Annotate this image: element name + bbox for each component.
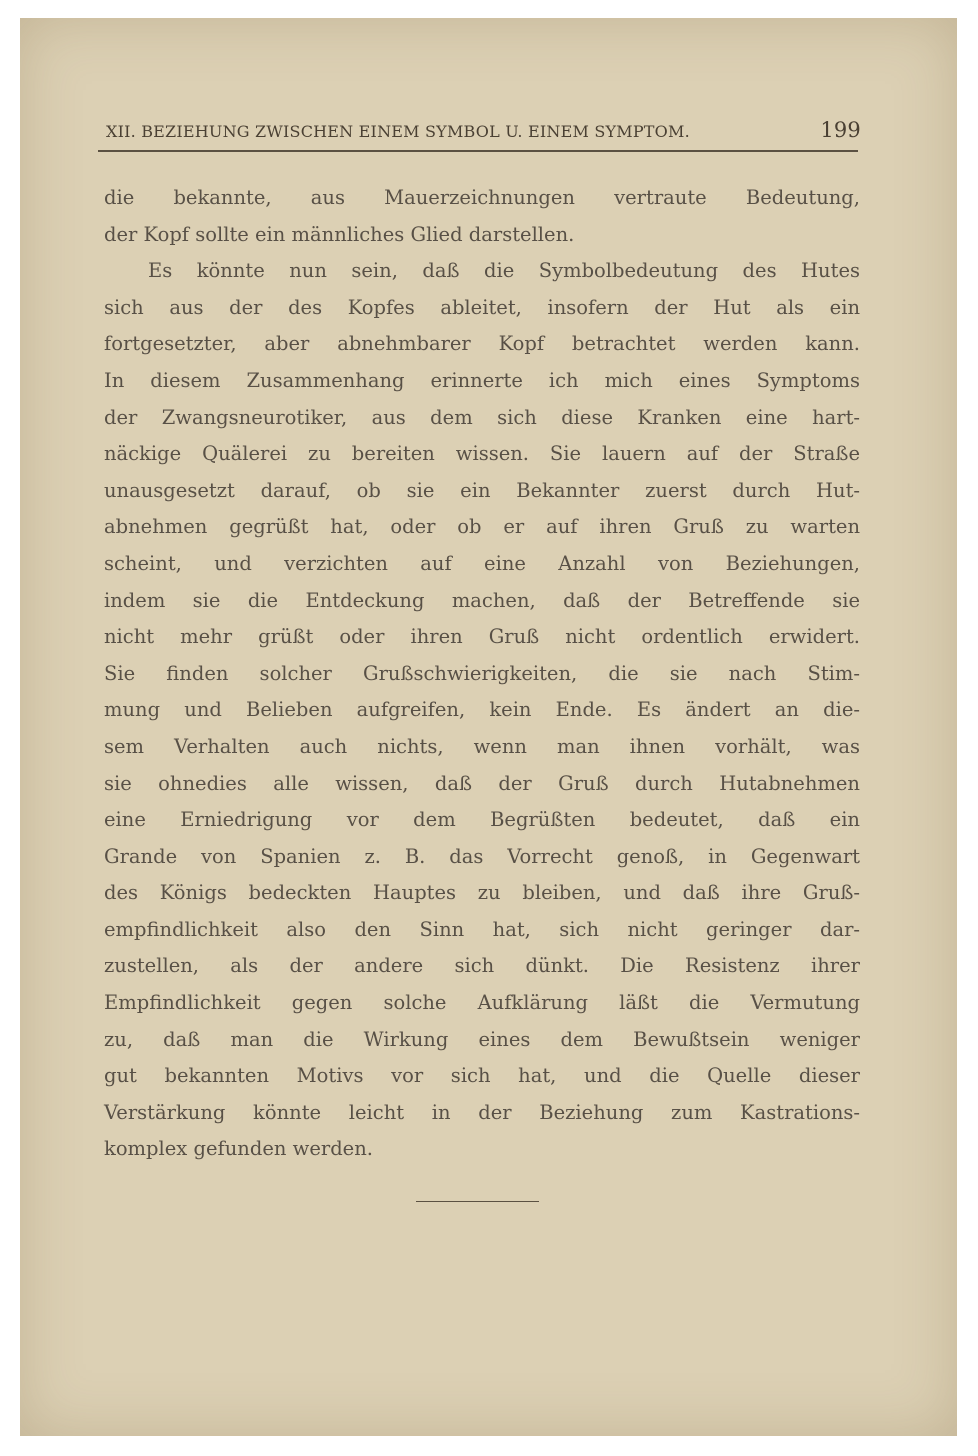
text-line: indem sie die Entdeckung machen, daß der Betreffende sie [104, 588, 860, 612]
chapter-title: XII. BEZIEHUNG ZWISCHEN EINEM SYMBOL U. EINEM SYMPTOM. [106, 122, 690, 141]
text-line: zu, daß man die Wirkung eines dem Bewußtsein weniger [104, 1027, 860, 1051]
text-line: sich aus der des Kopfes ableitet, insofern der Hut als ein [104, 295, 860, 319]
text-line: empfindlichkeit also den Sinn hat, sich nicht geringer dar- [104, 917, 860, 941]
text-line: komplex gefunden werden. [104, 1137, 373, 1161]
book-page [20, 18, 957, 1436]
text-line: abnehmen gegrüßt hat, oder ob er auf ihren Gruß zu warten [104, 515, 860, 539]
text-line: der Kopf sollte ein männliches Glied darstellen. [104, 222, 575, 246]
header-rule [98, 150, 858, 152]
running-header [106, 118, 861, 148]
body-text [104, 180, 860, 1168]
end-rule [416, 1201, 539, 1202]
text-line: des Königs bedeckten Hauptes zu bleiben, und daß ihre Gruß- [104, 881, 860, 905]
text-line: In diesem Zusammenhang erinnerte ich mich eines Symptoms [104, 368, 860, 392]
text-line: Es könnte nun sein, daß die Symbolbedeutung des Hutes [148, 259, 860, 283]
text-line: näckige Quälerei zu bereiten wissen. Sie lauern auf der Straße [104, 442, 860, 466]
text-line: sie ohnedies alle wissen, daß der Gruß durch Hutabnehmen [104, 771, 860, 795]
text-line: sem Verhalten auch nichts, wenn man ihnen vorhält, was [104, 734, 860, 758]
text-line: die bekannte, aus Mauerzeichnungen vertraute Bedeutung, [104, 186, 860, 209]
text-line: fortgesetzter, aber abnehmbarer Kopf betrachtet werden kann. [104, 332, 860, 356]
text-line: der Zwangsneurotiker, aus dem sich diese Kranken eine hart- [104, 405, 860, 429]
text-line: zustellen, als der andere sich dünkt. Die Resistenz ihrer [104, 954, 860, 978]
text-line: unausgesetzt darauf, ob sie ein Bekannter zuerst durch Hut- [104, 478, 860, 502]
text-line: Empfindlichkeit gegen solche Aufklärung läßt die Vermutung [104, 991, 860, 1015]
text-line: Sie finden solcher Grußschwierigkeiten, die sie nach Stim- [104, 661, 860, 685]
page-number: 199 [820, 118, 861, 142]
text-line: scheint, und verzichten auf eine Anzahl von Beziehungen, [104, 551, 860, 575]
text-line: Grande von Spanien z. B. das Vorrecht genoß, in Gegenwart [104, 844, 860, 868]
text-line: Verstärkung könnte leicht in der Beziehung zum Kastrations- [104, 1100, 860, 1124]
text-line: nicht mehr grüßt oder ihren Gruß nicht ordentlich erwidert. [104, 625, 860, 649]
text-line: eine Erniedrigung vor dem Begrüßten bedeutet, daß ein [104, 808, 860, 832]
text-line: gut bekannten Motivs vor sich hat, und die Quelle dieser [104, 1064, 860, 1088]
text-line: mung und Belieben aufgreifen, kein Ende. Es ändert an die- [104, 698, 860, 722]
